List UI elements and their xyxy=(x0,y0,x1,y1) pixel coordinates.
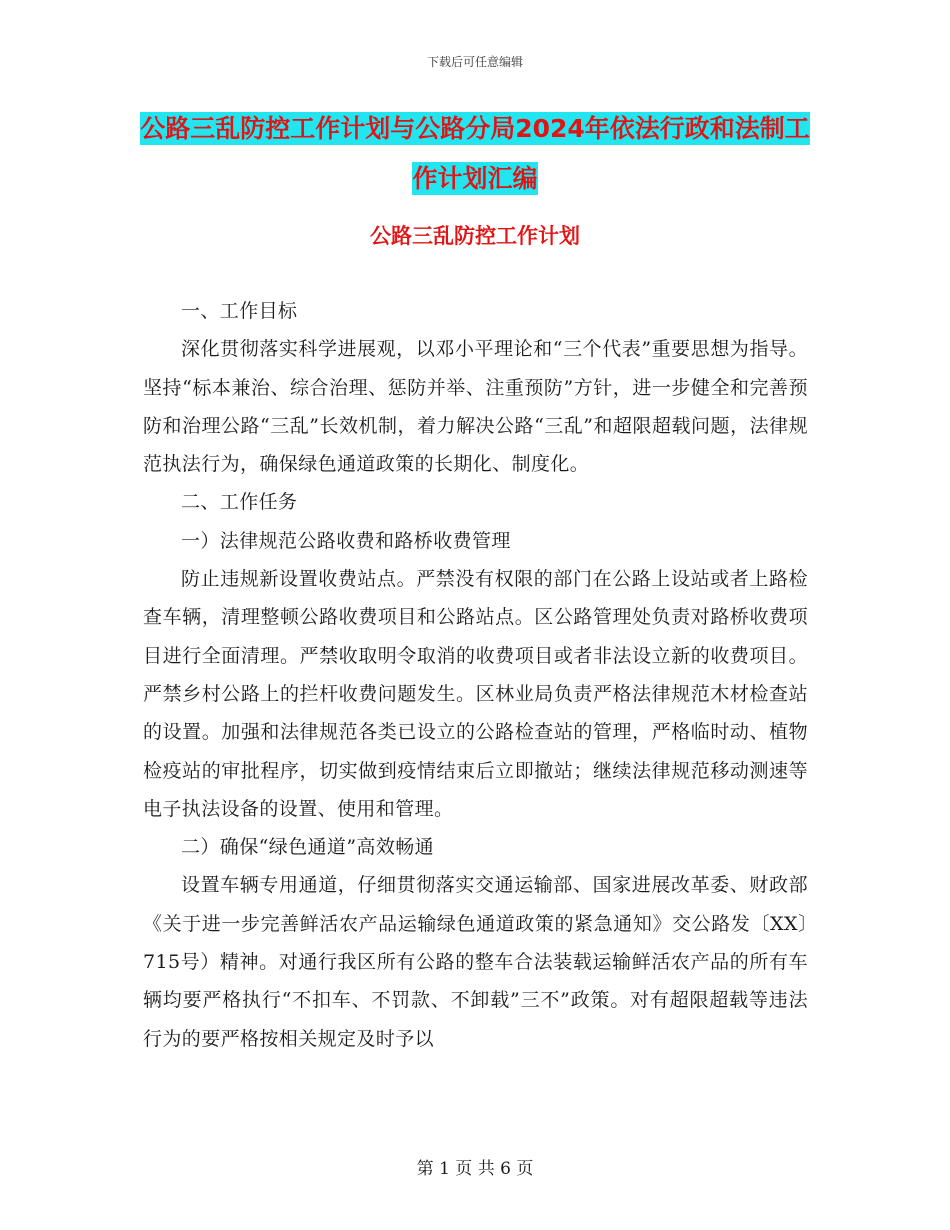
paragraph-toll-management: 防止违规新设置收费站点。严禁没有权限的部门在公路上设站或者上路检查车辆，清理整顿公路收费项目和公路站点。区公路管理处负责对路桥收费项目进行全面清理。严禁收取明令取消的收费项目或者非法设立新的收费项目。严禁乡村公路上的拦杆收费问题发生。区林业局负责严格法律规范木材检查站的设置。加强和法律规范各类已设立的公路检查站的管理，严格临时动、植物检疫站的审批程序，切实做到疫情结束后立即撤站；继续法律规范移动测速等电子执法设备的设置、使用和管理。 xyxy=(143,568,808,820)
page-footer: 第 1 页 共 6 页 xyxy=(416,1159,534,1179)
page-header: 下载后可任意编辑 xyxy=(426,55,523,69)
subheading-green-channel: 二）确保“绿色通道”高效畅通 xyxy=(181,836,435,859)
subheading-toll-management: 一）法律规范公路收费和路桥收费管理 xyxy=(181,529,511,552)
paragraph-goal: 深化贯彻落实科学进展观，以邓小平理论和“三个代表”重要思想为指导。坚持“标本兼治、综合治理、惩防并举、注重预防”方针，进一步健全和完善预防和治理公路“三乱”长效机制，着力解决公路“三乱”和超限超载问题，法律规范执法行为，确保绿色通道政策的长期化、制度化。 xyxy=(143,338,808,476)
document-title-text: 公路三乱防控工作计划与公路分局2024年依法行政和法制工作计划汇编 xyxy=(140,114,810,193)
document-body xyxy=(143,292,808,1058)
heading-work-goal: 一、工作目标 xyxy=(181,300,298,322)
paragraph-green-channel: 设置车辆专用通道，仔细贯彻落实交通运输部、国家进展改革委、财政部《关于进一步完善鲜活农产品运输绿色通道政策的紧急通知》交公路发〔XX〕715号）精神。对通行我区所有公路的整车合法装载运输鲜活农产品的所有车辆均要严格执行“不扣车、不罚款、不卸载”三不”政策。对有超限超载等违法行为的要严格按相关规定及时予以 xyxy=(143,874,808,1050)
document-title xyxy=(140,104,810,204)
heading-work-tasks: 二、工作任务 xyxy=(181,491,298,514)
section-title: 公路三乱防控工作计划 xyxy=(370,224,580,248)
